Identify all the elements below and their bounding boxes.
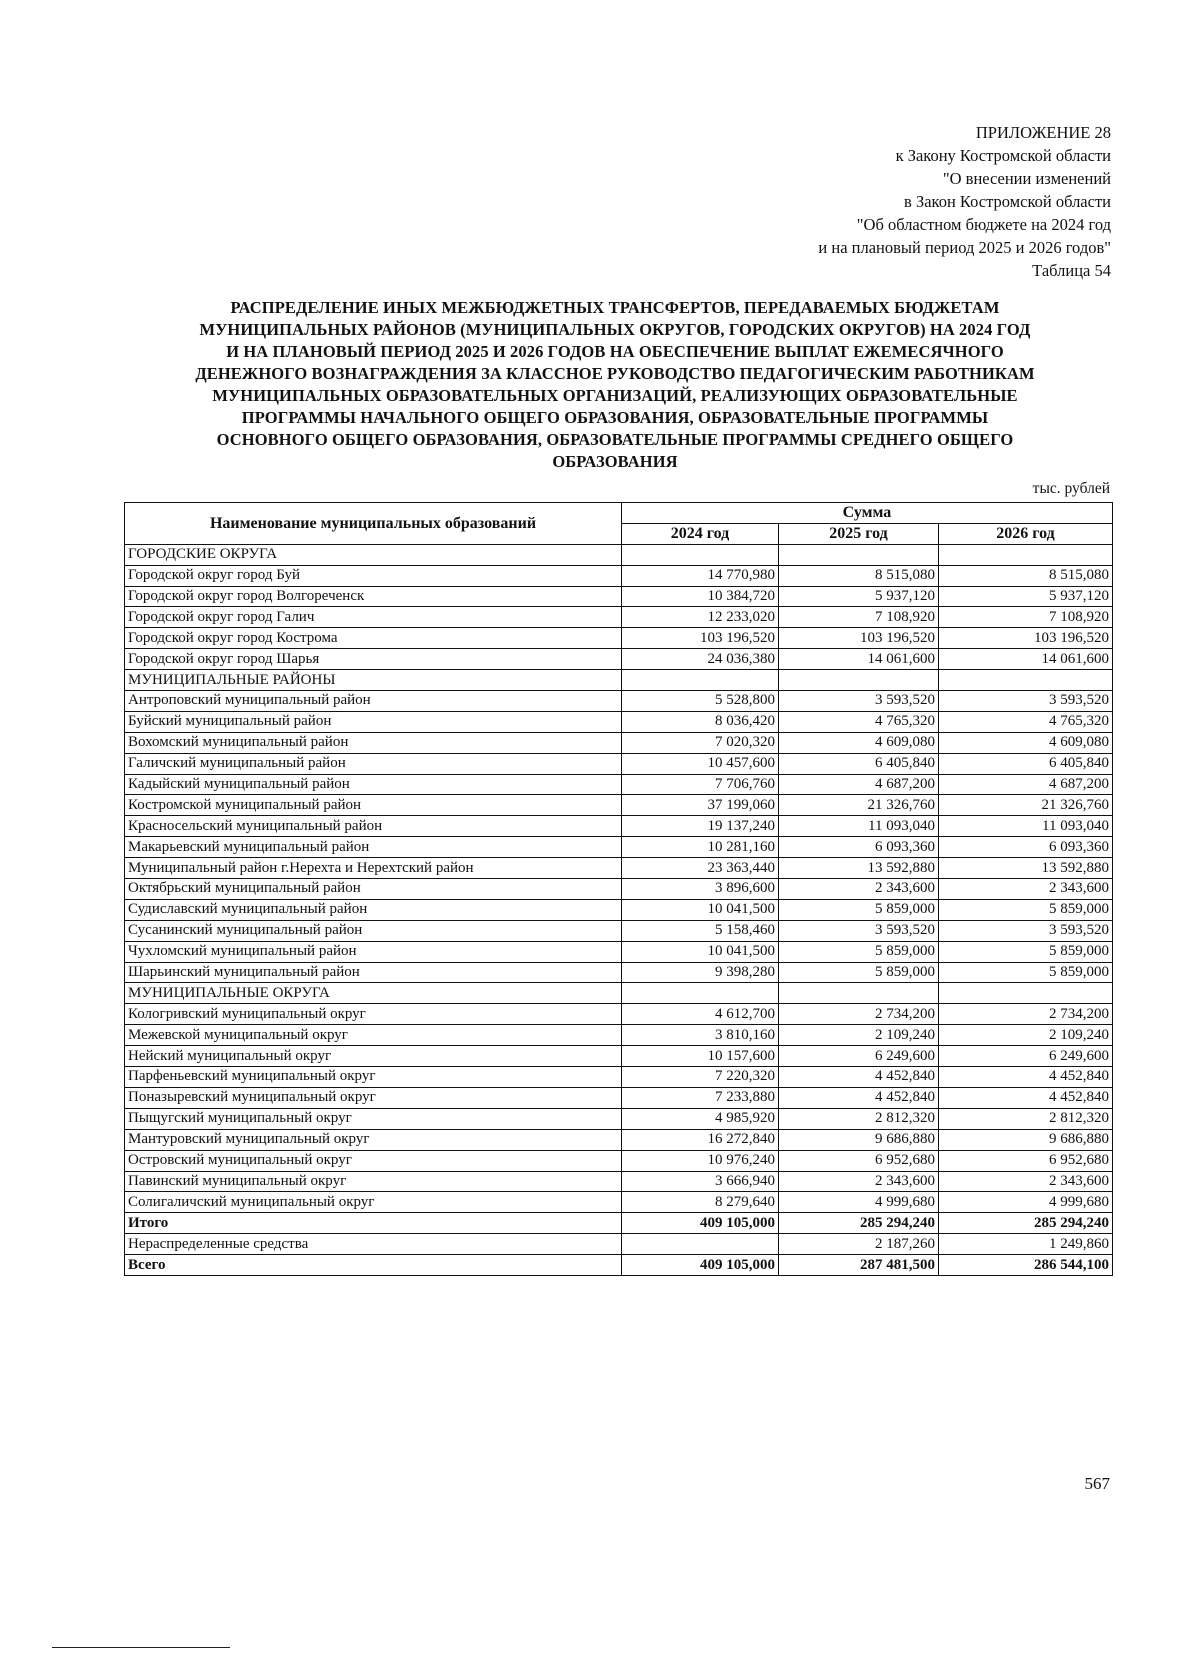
table-row (125, 649, 1113, 670)
amount-2026: 6 405,840 (939, 753, 1113, 774)
amount-2025: 5 859,000 (779, 962, 939, 983)
table-row (125, 586, 1113, 607)
municipality-name: Вохомский муниципальный район (125, 732, 622, 753)
amount-2026 (939, 983, 1113, 1004)
amount-2024 (622, 1234, 779, 1255)
municipality-name: Галичский муниципальный район (125, 753, 622, 774)
amount-2026: 103 196,520 (939, 628, 1113, 649)
municipality-name: Чухломский муниципальный район (125, 941, 622, 962)
table-row (125, 879, 1113, 900)
amount-2024: 24 036,380 (622, 649, 779, 670)
amount-2025: 9 686,880 (779, 1129, 939, 1150)
title-line: РАСПРЕДЕЛЕНИЕ ИНЫХ МЕЖБЮДЖЕТНЫХ ТРАНСФЕРТОВ, ПЕРЕДАВАЕМЫХ БЮДЖЕТАМ (230, 298, 1000, 317)
municipality-name: Мантуровский муниципальный округ (125, 1129, 622, 1150)
column-header-2024: 2024 год (622, 523, 779, 544)
municipality-name: Солигаличский муниципальный округ (125, 1192, 622, 1213)
amount-2026: 11 093,040 (939, 816, 1113, 837)
amount-2025: 6 952,680 (779, 1150, 939, 1171)
amount-2024: 10 281,160 (622, 837, 779, 858)
amount-2024: 7 233,880 (622, 1087, 779, 1108)
amount-2026: 7 108,920 (939, 607, 1113, 628)
amount-2024 (622, 670, 779, 691)
amount-2024: 5 158,460 (622, 920, 779, 941)
amount-2024: 14 770,980 (622, 565, 779, 586)
amount-2026 (939, 544, 1113, 565)
amount-2024: 10 976,240 (622, 1150, 779, 1171)
table-body (125, 544, 1113, 1275)
appendix-line: ПРИЛОЖЕНИЕ 28 (975, 123, 1111, 142)
municipality-name: Городской округ город Шарья (125, 649, 622, 670)
table-row (125, 1192, 1113, 1213)
amount-2026: 2 343,600 (939, 879, 1113, 900)
table-row (125, 1171, 1113, 1192)
municipality-name: Итого (125, 1213, 622, 1234)
table-row (125, 1150, 1113, 1171)
amount-2025: 2 343,600 (779, 1171, 939, 1192)
municipality-name: Городской округ город Галич (125, 607, 622, 628)
amount-2025: 8 515,080 (779, 565, 939, 586)
column-header-sum: Сумма (622, 503, 1113, 524)
amount-2026: 3 593,520 (939, 920, 1113, 941)
title-line: И НА ПЛАНОВЫЙ ПЕРИОД 2025 И 2026 ГОДОВ НА ОБЕСПЕЧЕНИЕ ВЫПЛАТ ЕЖЕМЕСЯЧНОГО (226, 342, 1004, 361)
amount-2026: 2 734,200 (939, 1004, 1113, 1025)
section-row (125, 544, 1113, 565)
table-row (125, 732, 1113, 753)
amount-2024: 4 985,920 (622, 1108, 779, 1129)
amount-2025: 11 093,040 (779, 816, 939, 837)
municipality-name: Шарьинский муниципальный район (125, 962, 622, 983)
amount-2026: 14 061,600 (939, 649, 1113, 670)
table-row (125, 1067, 1113, 1088)
amount-2025: 2 109,240 (779, 1025, 939, 1046)
table-row (125, 795, 1113, 816)
amount-2025: 287 481,500 (779, 1255, 939, 1276)
municipality-name: Островский муниципальный округ (125, 1150, 622, 1171)
table-row (125, 753, 1113, 774)
budget-table (124, 502, 1113, 1276)
title-line: ОБРАЗОВАНИЯ (552, 452, 678, 471)
appendix-line: в Закон Костромской области (904, 192, 1111, 211)
municipality-name: Сусанинский муниципальный район (125, 920, 622, 941)
amount-2024: 10 457,600 (622, 753, 779, 774)
title-line: ДЕНЕЖНОГО ВОЗНАГРАЖДЕНИЯ ЗА КЛАССНОЕ РУКОВОДСТВО ПЕДАГОГИЧЕСКИМ РАБОТНИКАМ (195, 364, 1035, 383)
table-row (125, 1234, 1113, 1255)
amount-2024: 10 384,720 (622, 586, 779, 607)
amount-2025: 4 452,840 (779, 1067, 939, 1088)
table-row (125, 1087, 1113, 1108)
amount-2026 (939, 670, 1113, 691)
section-name: ГОРОДСКИЕ ОКРУГА (125, 544, 622, 565)
amount-2025: 6 093,360 (779, 837, 939, 858)
section-row (125, 983, 1113, 1004)
amount-2026: 6 249,600 (939, 1046, 1113, 1067)
table-row (125, 711, 1113, 732)
amount-2026: 4 609,080 (939, 732, 1113, 753)
amount-2025: 21 326,760 (779, 795, 939, 816)
municipality-name: Нераспределенные средства (125, 1234, 622, 1255)
title-line: МУНИЦИПАЛЬНЫХ ОБРАЗОВАТЕЛЬНЫХ ОРГАНИЗАЦИЙ, РЕАЛИЗУЮЩИХ ОБРАЗОВАТЕЛЬНЫЕ (212, 386, 1018, 405)
title-line: ПРОГРАММЫ НАЧАЛЬНОГО ОБЩЕГО ОБРАЗОВАНИЯ, ОБРАЗОВАТЕЛЬНЫЕ ПРОГРАММЫ (241, 408, 989, 427)
amount-2024: 10 041,500 (622, 899, 779, 920)
amount-2026: 13 592,880 (939, 858, 1113, 879)
municipality-name: Поназыревский муниципальный округ (125, 1087, 622, 1108)
amount-2025: 7 108,920 (779, 607, 939, 628)
footnote-divider (52, 1647, 230, 1648)
amount-2024: 19 137,240 (622, 816, 779, 837)
amount-2026: 4 999,680 (939, 1192, 1113, 1213)
amount-2025: 4 687,200 (779, 774, 939, 795)
table-row (125, 962, 1113, 983)
amount-2024: 103 196,520 (622, 628, 779, 649)
table-row (125, 628, 1113, 649)
appendix-line: к Закону Костромской области (895, 146, 1111, 165)
amount-2025: 5 859,000 (779, 899, 939, 920)
table-number: Таблица 54 (1032, 261, 1111, 280)
table-row (125, 858, 1113, 879)
amount-2025: 3 593,520 (779, 920, 939, 941)
municipality-name: Костромской муниципальный район (125, 795, 622, 816)
amount-2024: 4 612,700 (622, 1004, 779, 1025)
municipality-name: Нейский муниципальный округ (125, 1046, 622, 1067)
amount-2025: 6 249,600 (779, 1046, 939, 1067)
section-name: МУНИЦИПАЛЬНЫЕ ОКРУГА (125, 983, 622, 1004)
amount-2025: 13 592,880 (779, 858, 939, 879)
municipality-name: Буйский муниципальный район (125, 711, 622, 732)
amount-2025 (779, 983, 939, 1004)
amount-2026: 285 294,240 (939, 1213, 1113, 1234)
municipality-name: Судиславский муниципальный район (125, 899, 622, 920)
amount-2026: 6 093,360 (939, 837, 1113, 858)
table-row (125, 607, 1113, 628)
amount-2025 (779, 670, 939, 691)
municipality-name: Межевской муниципальный округ (125, 1025, 622, 1046)
municipality-name: Городской округ город Кострома (125, 628, 622, 649)
municipality-name: Макарьевский муниципальный район (125, 837, 622, 858)
amount-2025: 3 593,520 (779, 691, 939, 712)
amount-2025: 14 061,600 (779, 649, 939, 670)
amount-2026: 1 249,860 (939, 1234, 1113, 1255)
municipality-name: Павинский муниципальный округ (125, 1171, 622, 1192)
table-row (125, 837, 1113, 858)
table-row (125, 1129, 1113, 1150)
section-row (125, 670, 1113, 691)
amount-2026: 5 859,000 (939, 899, 1113, 920)
amount-2026: 5 859,000 (939, 962, 1113, 983)
municipality-name: Антроповский муниципальный район (125, 691, 622, 712)
table-row (125, 774, 1113, 795)
table-header-row (125, 503, 1113, 524)
table-row (125, 1108, 1113, 1129)
amount-2026: 3 593,520 (939, 691, 1113, 712)
amount-2024: 7 706,760 (622, 774, 779, 795)
total-row (125, 1255, 1113, 1276)
title-line: МУНИЦИПАЛЬНЫХ РАЙОНОВ (МУНИЦИПАЛЬНЫХ ОКРУГОВ, ГОРОДСКИХ ОКРУГОВ) НА 2024 ГОД (199, 320, 1031, 339)
table-row (125, 1004, 1113, 1025)
appendix-line: "Об областном бюджете на 2024 год (856, 215, 1111, 234)
amount-2026: 6 952,680 (939, 1150, 1113, 1171)
amount-2025: 4 999,680 (779, 1192, 939, 1213)
amount-2024: 409 105,000 (622, 1255, 779, 1276)
amount-2026: 5 859,000 (939, 941, 1113, 962)
appendix-line: и на плановый период 2025 и 2026 годов" (818, 238, 1111, 257)
amount-2025: 6 405,840 (779, 753, 939, 774)
amount-2025: 285 294,240 (779, 1213, 939, 1234)
appendix-header (818, 121, 1111, 282)
amount-2024: 37 199,060 (622, 795, 779, 816)
table-row (125, 816, 1113, 837)
amount-2026: 4 452,840 (939, 1087, 1113, 1108)
amount-2026: 2 109,240 (939, 1025, 1113, 1046)
amount-2026: 4 765,320 (939, 711, 1113, 732)
amount-2025: 2 734,200 (779, 1004, 939, 1025)
amount-2025: 103 196,520 (779, 628, 939, 649)
municipality-name: Парфеньевский муниципальный округ (125, 1067, 622, 1088)
amount-2026: 9 686,880 (939, 1129, 1113, 1150)
amount-2025 (779, 544, 939, 565)
amount-2026: 2 812,320 (939, 1108, 1113, 1129)
amount-2024 (622, 544, 779, 565)
amount-2025: 2 343,600 (779, 879, 939, 900)
table-row (125, 1046, 1113, 1067)
table-row (125, 1025, 1113, 1046)
amount-2025: 4 765,320 (779, 711, 939, 732)
table-row (125, 899, 1113, 920)
amount-2026: 5 937,120 (939, 586, 1113, 607)
table-row (125, 920, 1113, 941)
page-number: 567 (1084, 1474, 1110, 1493)
amount-2025: 4 609,080 (779, 732, 939, 753)
municipality-name: Пыщугский муниципальный округ (125, 1108, 622, 1129)
amount-2024: 10 041,500 (622, 941, 779, 962)
amount-2024: 12 233,020 (622, 607, 779, 628)
amount-2025: 5 937,120 (779, 586, 939, 607)
amount-2024 (622, 983, 779, 1004)
amount-2025: 5 859,000 (779, 941, 939, 962)
amount-2024: 409 105,000 (622, 1213, 779, 1234)
municipality-name: Красносельский муниципальный район (125, 816, 622, 837)
amount-2024: 23 363,440 (622, 858, 779, 879)
table-row (125, 941, 1113, 962)
amount-2024: 3 896,600 (622, 879, 779, 900)
municipality-name: Муниципальный район г.Нерехта и Нерехтский район (125, 858, 622, 879)
amount-2024: 5 528,800 (622, 691, 779, 712)
amount-2024: 10 157,600 (622, 1046, 779, 1067)
amount-2026: 4 687,200 (939, 774, 1113, 795)
column-header-2025: 2025 год (779, 523, 939, 544)
appendix-line: "О внесении изменений (942, 169, 1111, 188)
section-name: МУНИЦИПАЛЬНЫЕ РАЙОНЫ (125, 670, 622, 691)
amount-2024: 8 036,420 (622, 711, 779, 732)
column-header-2026: 2026 год (939, 523, 1113, 544)
document-title (120, 297, 1110, 473)
municipality-name: Городской округ город Буй (125, 565, 622, 586)
amount-2024: 7 220,320 (622, 1067, 779, 1088)
amount-2024: 9 398,280 (622, 962, 779, 983)
table-row (125, 565, 1113, 586)
amount-2024: 7 020,320 (622, 732, 779, 753)
total-row (125, 1213, 1113, 1234)
amount-2026: 8 515,080 (939, 565, 1113, 586)
amount-2024: 16 272,840 (622, 1129, 779, 1150)
amount-2026: 286 544,100 (939, 1255, 1113, 1276)
municipality-name: Кадыйский муниципальный район (125, 774, 622, 795)
table-row (125, 691, 1113, 712)
title-line: ОСНОВНОГО ОБЩЕГО ОБРАЗОВАНИЯ, ОБРАЗОВАТЕЛЬНЫЕ ПРОГРАММЫ СРЕДНЕГО ОБЩЕГО (216, 430, 1014, 449)
municipality-name: Кологривский муниципальный округ (125, 1004, 622, 1025)
amount-2025: 4 452,840 (779, 1087, 939, 1108)
municipality-name: Октябрьский муниципальный район (125, 879, 622, 900)
column-header-name: Наименование муниципальных образований (125, 503, 622, 545)
amount-2024: 8 279,640 (622, 1192, 779, 1213)
units-label: тыс. рублей (1032, 480, 1110, 497)
amount-2026: 2 343,600 (939, 1171, 1113, 1192)
amount-2025: 2 187,260 (779, 1234, 939, 1255)
amount-2024: 3 810,160 (622, 1025, 779, 1046)
amount-2026: 4 452,840 (939, 1067, 1113, 1088)
municipality-name: Всего (125, 1255, 622, 1276)
amount-2025: 2 812,320 (779, 1108, 939, 1129)
amount-2026: 21 326,760 (939, 795, 1113, 816)
amount-2024: 3 666,940 (622, 1171, 779, 1192)
municipality-name: Городской округ город Волгореченск (125, 586, 622, 607)
